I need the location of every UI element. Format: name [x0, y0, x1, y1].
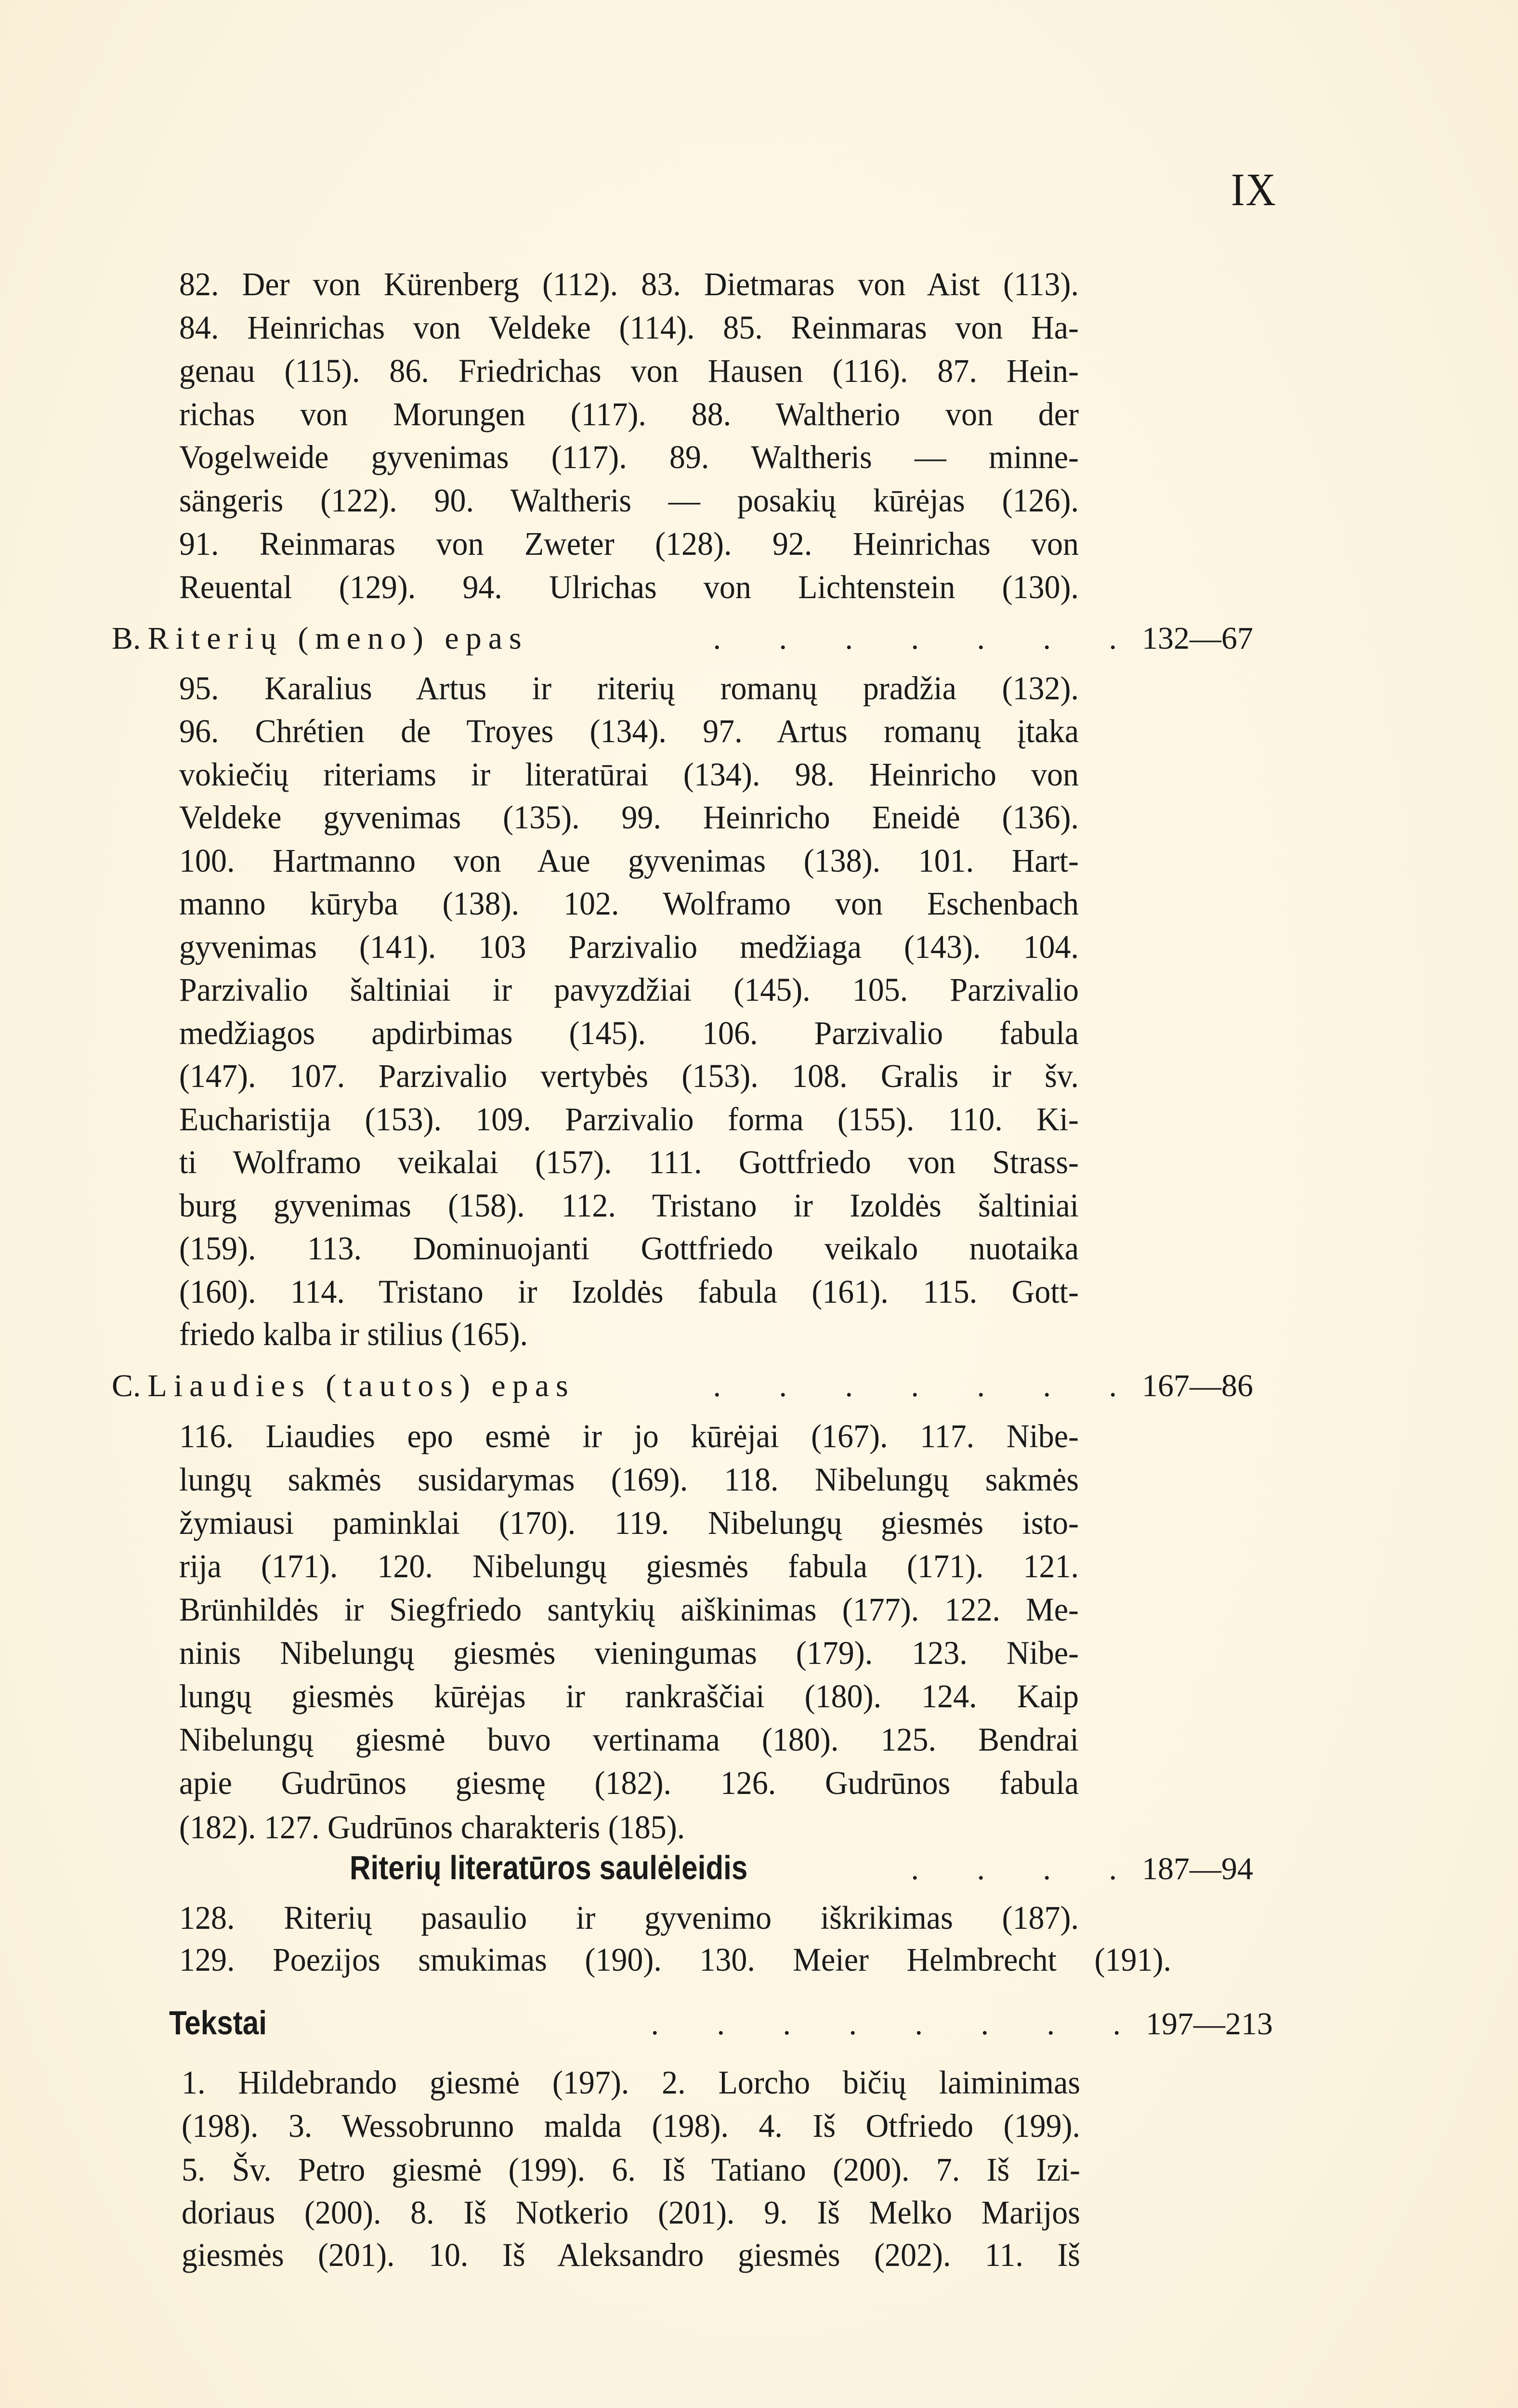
page-range: 197—213 [1146, 2006, 1273, 2042]
toc-line: giesmės (201). 10. Iš Aleksandro giesmės (202). 11. Iš [182, 2237, 1080, 2274]
toc-line: Veldeke gyvenimas (135). 99. Heinricho Eneidė (136). [179, 799, 1079, 836]
toc-line: manno kūryba (138). 102. Wolframo von Eschenbach [179, 885, 1079, 922]
toc-line: genau (115). 86. Friedrichas von Hausen (116). 87. Hein- [179, 353, 1079, 390]
toc-line: 84. Heinrichas von Veldeke (114). 85. Reinmaras von Ha- [179, 309, 1079, 346]
section-letter: B. [112, 621, 141, 656]
toc-line: Vogelweide gyvenimas (117). 89. Waltheris — minne- [179, 439, 1079, 476]
dot-leader: . . . . . . . [713, 621, 1142, 656]
toc-line: žymiausi paminklai (170). 119. Nibelungų giesmės isto- [179, 1505, 1079, 1542]
section-c-heading [112, 1364, 1253, 1408]
toc-line: lungų sakmės susidarymas (169). 118. Nibelungų sakmės [179, 1461, 1079, 1498]
section-b-heading [112, 617, 1253, 660]
dot-leader: . . . . . . . [713, 1368, 1142, 1403]
toc-line: 5. Šv. Petro giesmė (199). 6. Iš Tatiano (200). 7. Iš Izi- [182, 2151, 1080, 2188]
toc-line: ninis Nibelungų giesmės vieningumas (179). 123. Nibe- [179, 1635, 1079, 1672]
toc-line: apie Gudrūnos giesmę (182). 126. Gudrūnos fabula [179, 1765, 1079, 1802]
toc-line: (147). 107. Parzivalio vertybės (153). 108. Gralis ir šv. [179, 1058, 1079, 1095]
toc-line: doriaus (200). 8. Iš Notkerio (201). 9. Iš Melko Marijos [182, 2194, 1080, 2231]
page-range: 167—86 [1142, 1368, 1253, 1403]
dot-leader: . . . . . . . . [651, 2006, 1146, 2042]
section-title: Tekstai [169, 2004, 267, 2042]
toc-line: 129. Poezijos smukimas (190). 130. Meier Helmbrecht (191). [179, 1941, 1171, 1978]
toc-line: burg gyvenimas (158). 112. Tristano ir Izoldės šaltiniai [179, 1187, 1079, 1224]
toc-line: Eucharistija (153). 109. Parzivalio forma (155). 110. Ki- [179, 1101, 1079, 1138]
toc-line: 1. Hildebrando giesmė (197). 2. Lorcho bičių laiminimas [182, 2064, 1080, 2101]
toc-line: (159). 113. Dominuojanti Gottfriedo veikalo nuotaika [179, 1230, 1079, 1267]
section-letter: C. [112, 1368, 141, 1403]
toc-line: 100. Hartmanno von Aue gyvenimas (138). 101. Hart- [179, 842, 1079, 879]
section-title: Riterių (meno) epas [147, 621, 528, 656]
toc-line: (182). 127. Gudrūnos charakteris (185). [179, 1809, 685, 1846]
toc-line: sängeris (122). 90. Waltheris — posakių kūrėjas (126). [179, 482, 1079, 519]
section-decline-heading [350, 1848, 1253, 1897]
toc-line: 96. Chrétien de Troyes (134). 97. Artus romanų įtaka [179, 713, 1079, 750]
toc-line: richas von Morungen (117). 88. Waltherio von der [179, 396, 1079, 433]
page-range: 132—67 [1142, 621, 1253, 656]
toc-line: Reuental (129). 94. Ulrichas von Lichtenstein (130). [179, 569, 1079, 606]
toc-line: friedo kalba ir stilius (165). [179, 1316, 528, 1353]
toc-line: 91. Reinmaras von Zweter (128). 92. Heinrichas von [179, 525, 1079, 563]
toc-line: rija (171). 120. Nibelungų giesmės fabula (171). 121. [179, 1548, 1079, 1585]
toc-line: lungų giesmės kūrėjas ir rankraščiai (180). 124. Kaip [179, 1678, 1079, 1715]
section-title: Riterių literatūros saulėleidis [350, 1849, 748, 1886]
toc-line: 116. Liaudies epo esmė ir jo kūrėjai (167). 117. Nibe- [179, 1418, 1079, 1455]
page-number: IX [1231, 164, 1277, 215]
dot-leader: . . . . [911, 1851, 1142, 1886]
texts-heading [169, 2003, 1273, 2052]
toc-line: 95. Karalius Artus ir riterių romanų pradžia (132). [179, 670, 1079, 707]
section-title: Liaudies (tautos) epas [147, 1368, 575, 1403]
toc-line: Parzivalio šaltiniai ir pavyzdžiai (145). 105. Parzivalio [179, 971, 1079, 1008]
toc-line: Brünhildės ir Siegfriedo santykių aiškinimas (177). 122. Me- [179, 1591, 1079, 1628]
toc-line: 128. Riterių pasaulio ir gyvenimo iškrikimas (187). [179, 1899, 1079, 1937]
toc-line: medžiagos apdirbimas (145). 106. Parzivalio fabula [179, 1015, 1079, 1052]
toc-line: Nibelungų giesmė buvo vertinama (180). 125. Bendrai [179, 1721, 1079, 1758]
toc-line: (160). 114. Tristano ir Izoldės fabula (161). 115. Gott- [179, 1273, 1079, 1310]
toc-line: 82. Der von Kürenberg (112). 83. Dietmaras von Aist (113). [179, 266, 1079, 303]
page-range: 187—94 [1142, 1851, 1253, 1886]
toc-line: gyvenimas (141). 103 Parzivalio medžiaga (143). 104. [179, 929, 1079, 966]
toc-line: (198). 3. Wessobrunno malda (198). 4. Iš Otfriedo (199). [182, 2107, 1080, 2145]
toc-line: vokiečių riteriams ir literatūrai (134). 98. Heinricho von [179, 756, 1079, 793]
toc-line: ti Wolframo veikalai (157). 111. Gottfriedo von Strass- [179, 1144, 1079, 1181]
